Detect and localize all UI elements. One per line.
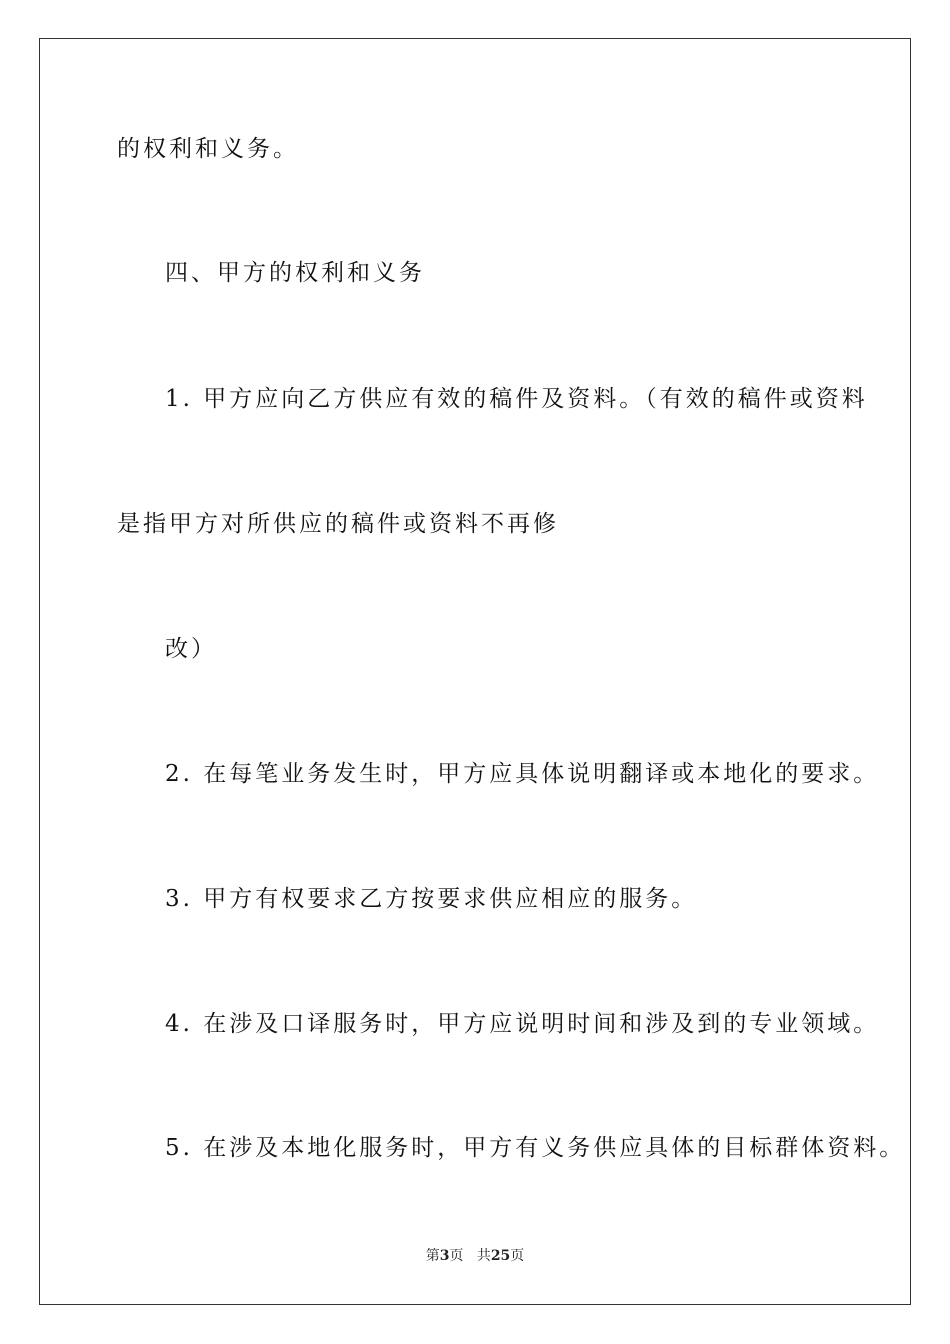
section-heading-party-a-rights: 四、甲方的权利和义务 (165, 260, 425, 286)
page-footer (0, 1246, 950, 1266)
page-frame (39, 38, 911, 1305)
clause-1-end: 改） (165, 636, 217, 662)
clause-2-text: 2. 在每笔业务发生时，甲方应具体说明翻译或本地化的要求。 (165, 761, 880, 787)
clause-5-text: 5. 在涉及本地化服务时，甲方有义务供应具体的目标群体资料。 (165, 1135, 906, 1161)
clause-3-text: 3. 甲方有权要求乙方按要求供应相应的服务。 (165, 886, 698, 912)
total-unit: 页 (510, 1248, 525, 1264)
page-number: 3 (439, 1248, 450, 1264)
total-pages: 25 (490, 1248, 511, 1264)
clause-1-continuation: 是指甲方对所供应的稿件或资料不再修 (117, 511, 559, 537)
clause-1-text: 1. 甲方应向乙方供应有效的稿件及资料。（有效的稿件或资料 (165, 386, 868, 412)
page-prefix: 第 (425, 1248, 440, 1264)
clause-4-text: 4. 在涉及口译服务时，甲方应说明时间和涉及到的专业领域。 (165, 1011, 880, 1037)
total-prefix: 共 (476, 1248, 491, 1264)
text-line-continuation: 的权利和义务。 (117, 136, 299, 162)
page-unit: 页 (449, 1248, 464, 1264)
